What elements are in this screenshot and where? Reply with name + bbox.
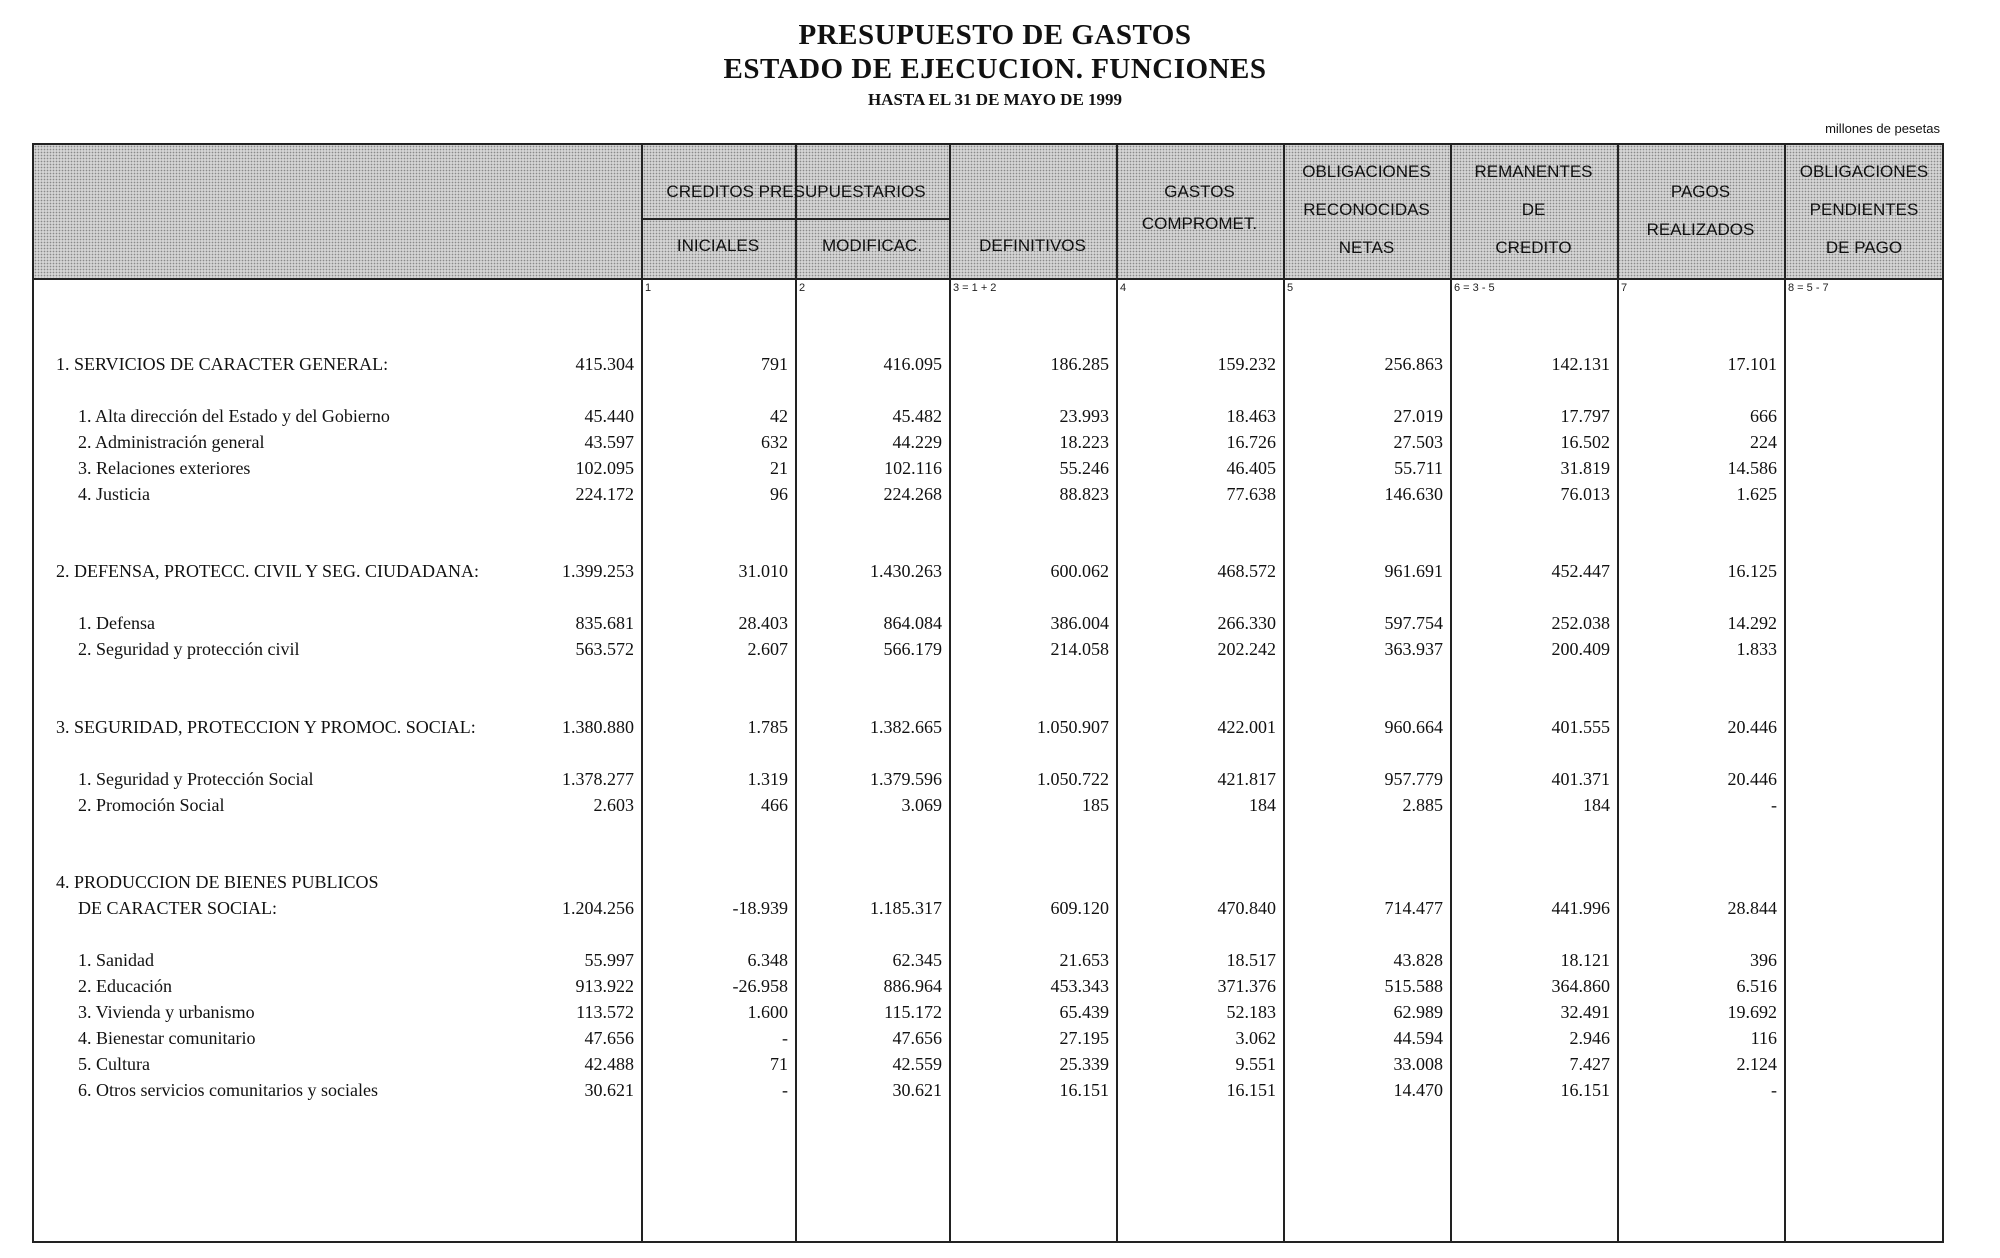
cell: 184	[1249, 795, 1276, 815]
table-row	[34, 1051, 1942, 1077]
table-row	[34, 766, 1942, 792]
row-label: 2. Promoción Social	[78, 795, 225, 815]
header-gastos-2: COMPROMET.	[1141, 214, 1258, 233]
row-label: 4. Bienestar comunitario	[78, 1028, 256, 1048]
header-rem-3: CREDITO	[1495, 238, 1572, 257]
cell: 159.232	[1217, 354, 1276, 374]
cell: 102.095	[575, 458, 634, 478]
cell: 1.785	[747, 717, 788, 737]
row-label: 5. Cultura	[78, 1054, 150, 1074]
row-label: 1. Defensa	[78, 613, 155, 633]
cell: 401.555	[1551, 717, 1610, 737]
cell: 71	[770, 1054, 788, 1074]
cell: 2.607	[747, 639, 788, 659]
title-line-2: ESTADO DE EJECUCION. FUNCIONES	[723, 53, 1267, 85]
cell: 18.517	[1226, 950, 1276, 970]
row-label: 4. Justicia	[78, 484, 150, 504]
cell: 961.691	[1384, 561, 1443, 581]
cell: 2.603	[593, 795, 634, 815]
cell: -	[1771, 1080, 1777, 1100]
row-label: 3. SEGURIDAD, PROTECCION Y PROMOC. SOCIAL:	[56, 717, 476, 737]
cell: 1.382.665	[870, 717, 942, 737]
cell: 17.797	[1560, 406, 1610, 426]
cell: 515.588	[1384, 976, 1443, 996]
table-row	[34, 792, 1942, 818]
cell: 28.844	[1727, 898, 1777, 918]
cell: 76.013	[1560, 484, 1610, 504]
cell: 43.597	[584, 432, 634, 452]
cell: 16.151	[1226, 1080, 1276, 1100]
cell: 30.621	[892, 1080, 942, 1100]
column-index: 3 = 1 + 2	[953, 282, 997, 294]
cell: 600.062	[1050, 561, 1109, 581]
cell: -	[782, 1028, 788, 1048]
cell: -26.958	[732, 976, 788, 996]
row-label: 2. Administración general	[78, 432, 265, 452]
column-index: 5	[1287, 282, 1294, 294]
row-label: 2. Seguridad y protección civil	[78, 639, 300, 659]
cell: 21.653	[1059, 950, 1109, 970]
cell: 27.503	[1393, 432, 1443, 452]
cell: 266.330	[1217, 613, 1276, 633]
cell: 371.376	[1217, 976, 1276, 996]
cell: 19.692	[1727, 1002, 1777, 1022]
cell: 32.491	[1560, 1002, 1610, 1022]
row-label: 4. PRODUCCION DE BIENES PUBLICOS	[56, 872, 379, 892]
header-rem-2: DE	[1521, 200, 1546, 219]
header-modificac: MODIFICAC.	[821, 236, 923, 255]
cell: 146.630	[1384, 484, 1443, 504]
cell: 16.151	[1059, 1080, 1109, 1100]
row-label: DE CARACTER SOCIAL:	[78, 898, 278, 918]
table-row	[34, 999, 1942, 1025]
cell: 25.339	[1059, 1054, 1109, 1074]
cell: 224.268	[883, 484, 942, 504]
cell: 1.833	[1736, 639, 1777, 659]
cell: 44.594	[1393, 1028, 1443, 1048]
cell: 142.131	[1551, 354, 1610, 374]
cell: 116	[1750, 1028, 1777, 1048]
cell: 363.937	[1384, 639, 1443, 659]
column-index: 2	[799, 282, 806, 294]
cell: 18.121	[1560, 950, 1610, 970]
header-gastos-1: GASTOS	[1164, 182, 1235, 201]
cell: 401.371	[1551, 769, 1610, 789]
cell: 18.223	[1059, 432, 1109, 452]
cell: 47.656	[584, 1028, 634, 1048]
header-pagos-2: REALIZADOS	[1646, 220, 1755, 239]
cell: 31.010	[738, 561, 788, 581]
cell: 913.922	[575, 976, 634, 996]
cell: 28.403	[738, 613, 788, 633]
row-label: 1. SERVICIOS DE CARACTER GENERAL:	[56, 354, 389, 374]
cell: 3.062	[1235, 1028, 1276, 1048]
column-index: 8 = 5 - 7	[1788, 282, 1829, 294]
cell: 23.993	[1059, 406, 1109, 426]
cell: 224	[1750, 432, 1777, 452]
cell: 16.502	[1560, 432, 1610, 452]
cell: 115.172	[884, 1002, 942, 1022]
cell: 224.172	[575, 484, 634, 504]
header-definitivos: DEFINITIVOS	[979, 236, 1086, 255]
table-row	[34, 481, 1942, 507]
cell: 88.823	[1059, 484, 1109, 504]
cell: 65.439	[1059, 1002, 1109, 1022]
cell: 20.446	[1727, 717, 1777, 737]
cell: 1.378.277	[562, 769, 634, 789]
cell: 1.379.596	[870, 769, 942, 789]
cell: 33.008	[1393, 1054, 1443, 1074]
cell: 453.343	[1050, 976, 1109, 996]
cell: 55.997	[584, 950, 634, 970]
cell: 666	[1750, 406, 1777, 426]
cell: 566.179	[883, 639, 942, 659]
cell: 864.084	[883, 613, 942, 633]
cell: 386.004	[1050, 613, 1109, 633]
cell: 714.477	[1384, 898, 1443, 918]
cell: 252.038	[1551, 613, 1610, 633]
cell: 441.996	[1551, 898, 1610, 918]
cell: 609.120	[1050, 898, 1109, 918]
cell: 16.726	[1226, 432, 1276, 452]
header-oblig-1: OBLIGACIONES	[1302, 162, 1431, 181]
header-iniciales: INICIALES	[676, 236, 760, 255]
cell: 421.817	[1217, 769, 1276, 789]
cell: 30.621	[584, 1080, 634, 1100]
header-pend-2: PENDIENTES	[1809, 200, 1919, 219]
table-row	[34, 1025, 1942, 1051]
budget-table	[32, 143, 1944, 1243]
cell: 47.656	[892, 1028, 942, 1048]
column-index: 7	[1621, 282, 1628, 294]
cell: 9.551	[1235, 1054, 1276, 1074]
cell: 43.828	[1393, 950, 1443, 970]
cell: 42.488	[584, 1054, 634, 1074]
cell: 77.638	[1226, 484, 1276, 504]
header-pend-3: DE PAGO	[1825, 238, 1903, 257]
cell: 200.409	[1551, 639, 1610, 659]
cell: 452.447	[1551, 561, 1610, 581]
cell: 466	[761, 795, 788, 815]
table-row	[34, 636, 1942, 662]
cell: -18.939	[732, 898, 788, 918]
table-row	[34, 351, 1942, 377]
header-oblig-2: RECONOCIDAS	[1303, 200, 1430, 219]
cell: 256.863	[1384, 354, 1443, 374]
cell: 185	[1082, 795, 1109, 815]
header-rem-1: REMANENTES	[1474, 162, 1593, 181]
cell: 957.779	[1384, 769, 1443, 789]
cell: 1.204.256	[562, 898, 634, 918]
cell: 563.572	[575, 639, 634, 659]
header-pagos-1: PAGOS	[1670, 182, 1731, 201]
cell: 6.516	[1736, 976, 1777, 996]
cell: 55.711	[1394, 458, 1443, 478]
cell: 886.964	[883, 976, 942, 996]
cell: 396	[1750, 950, 1777, 970]
cell: 1.185.317	[870, 898, 942, 918]
cell: 1.399.253	[562, 561, 634, 581]
cell: 55.246	[1059, 458, 1109, 478]
cell: 3.069	[901, 795, 942, 815]
creditos-subheader-line	[641, 218, 951, 220]
row-label: 3. Relaciones exteriores	[78, 458, 251, 478]
table-row	[34, 610, 1942, 636]
cell: 416.095	[883, 354, 942, 374]
cell: 415.304	[575, 354, 634, 374]
units-note: millones de pesetas	[1825, 121, 1940, 136]
column-index: 6 = 3 - 5	[1454, 282, 1495, 294]
table-row	[34, 714, 1942, 740]
cell: 470.840	[1217, 898, 1276, 918]
cell: 1.430.263	[870, 561, 942, 581]
cell: 31.819	[1560, 458, 1610, 478]
cell: 2.124	[1736, 1054, 1777, 1074]
cell: 62.345	[892, 950, 942, 970]
cell: 14.292	[1727, 613, 1777, 633]
cell: 835.681	[575, 613, 634, 633]
row-label: 3. Vivienda y urbanismo	[78, 1002, 255, 1022]
row-label: 6. Otros servicios comunitarios y sociales	[78, 1080, 378, 1100]
cell: -	[1771, 795, 1777, 815]
table-row	[34, 403, 1942, 429]
cell: 96	[770, 484, 788, 504]
header-oblig-3: NETAS	[1338, 238, 1395, 257]
cell: 102.116	[884, 458, 942, 478]
cell: 2.885	[1402, 795, 1443, 815]
cell: 1.600	[747, 1002, 788, 1022]
table-row	[34, 1077, 1942, 1103]
row-label: 2. DEFENSA, PROTECC. CIVIL Y SEG. CIUDADANA:	[56, 561, 480, 581]
row-label: 2. Educación	[78, 976, 172, 996]
cell: 632	[761, 432, 788, 452]
cell: 14.586	[1727, 458, 1777, 478]
column-index: 4	[1120, 282, 1127, 294]
cell: 16.151	[1560, 1080, 1610, 1100]
report-title	[0, 18, 1990, 112]
cell: 184	[1583, 795, 1610, 815]
cell: 45.482	[892, 406, 942, 426]
cell: -	[782, 1080, 788, 1100]
row-label: 1. Seguridad y Protección Social	[78, 769, 314, 789]
cell: 214.058	[1050, 639, 1109, 659]
cell: 27.195	[1059, 1028, 1109, 1048]
cell: 42.559	[892, 1054, 942, 1074]
cell: 21	[770, 458, 788, 478]
cell: 6.348	[747, 950, 788, 970]
row-label: 1. Alta dirección del Estado y del Gobierno	[78, 406, 390, 426]
row-label: 1. Sanidad	[78, 950, 154, 970]
cell: 113.572	[576, 1002, 634, 1022]
cell: 18.463	[1226, 406, 1276, 426]
cell: 186.285	[1050, 354, 1109, 374]
cell: 14.470	[1393, 1080, 1443, 1100]
title-line-3: HASTA EL 31 DE MAYO DE 1999	[867, 90, 1123, 109]
cell: 422.001	[1217, 717, 1276, 737]
cell: 27.019	[1393, 406, 1443, 426]
cell: 791	[761, 354, 788, 374]
cell: 7.427	[1569, 1054, 1610, 1074]
title-line-1: PRESUPUESTO DE GASTOS	[798, 19, 1192, 51]
cell: 46.405	[1226, 458, 1276, 478]
cell: 20.446	[1727, 769, 1777, 789]
cell: 1.050.907	[1037, 717, 1109, 737]
cell: 62.989	[1393, 1002, 1443, 1022]
table-row	[34, 429, 1942, 455]
cell: 16.125	[1727, 561, 1777, 581]
column-index: 1	[645, 282, 652, 294]
cell: 202.242	[1217, 639, 1276, 659]
cell: 52.183	[1226, 1002, 1276, 1022]
cell: 960.664	[1384, 717, 1443, 737]
cell: 2.946	[1569, 1028, 1610, 1048]
table-row	[34, 869, 1942, 895]
table-row	[34, 558, 1942, 584]
cell: 1.050.722	[1037, 769, 1109, 789]
cell: 597.754	[1384, 613, 1443, 633]
cell: 1.319	[747, 769, 788, 789]
table-row	[34, 895, 1942, 921]
cell: 44.229	[892, 432, 942, 452]
cell: 1.625	[1736, 484, 1777, 504]
header-pend-1: OBLIGACIONES	[1799, 162, 1929, 181]
cell: 364.860	[1551, 976, 1610, 996]
header-creditos-presupuestarios: CREDITOS PRESUPUESTARIOS	[666, 182, 926, 201]
table-row	[34, 947, 1942, 973]
cell: 42	[770, 406, 788, 426]
cell: 17.101	[1727, 354, 1777, 374]
table-row	[34, 973, 1942, 999]
cell: 1.380.880	[562, 717, 634, 737]
cell: 45.440	[584, 406, 634, 426]
cell: 468.572	[1217, 561, 1276, 581]
table-row	[34, 455, 1942, 481]
